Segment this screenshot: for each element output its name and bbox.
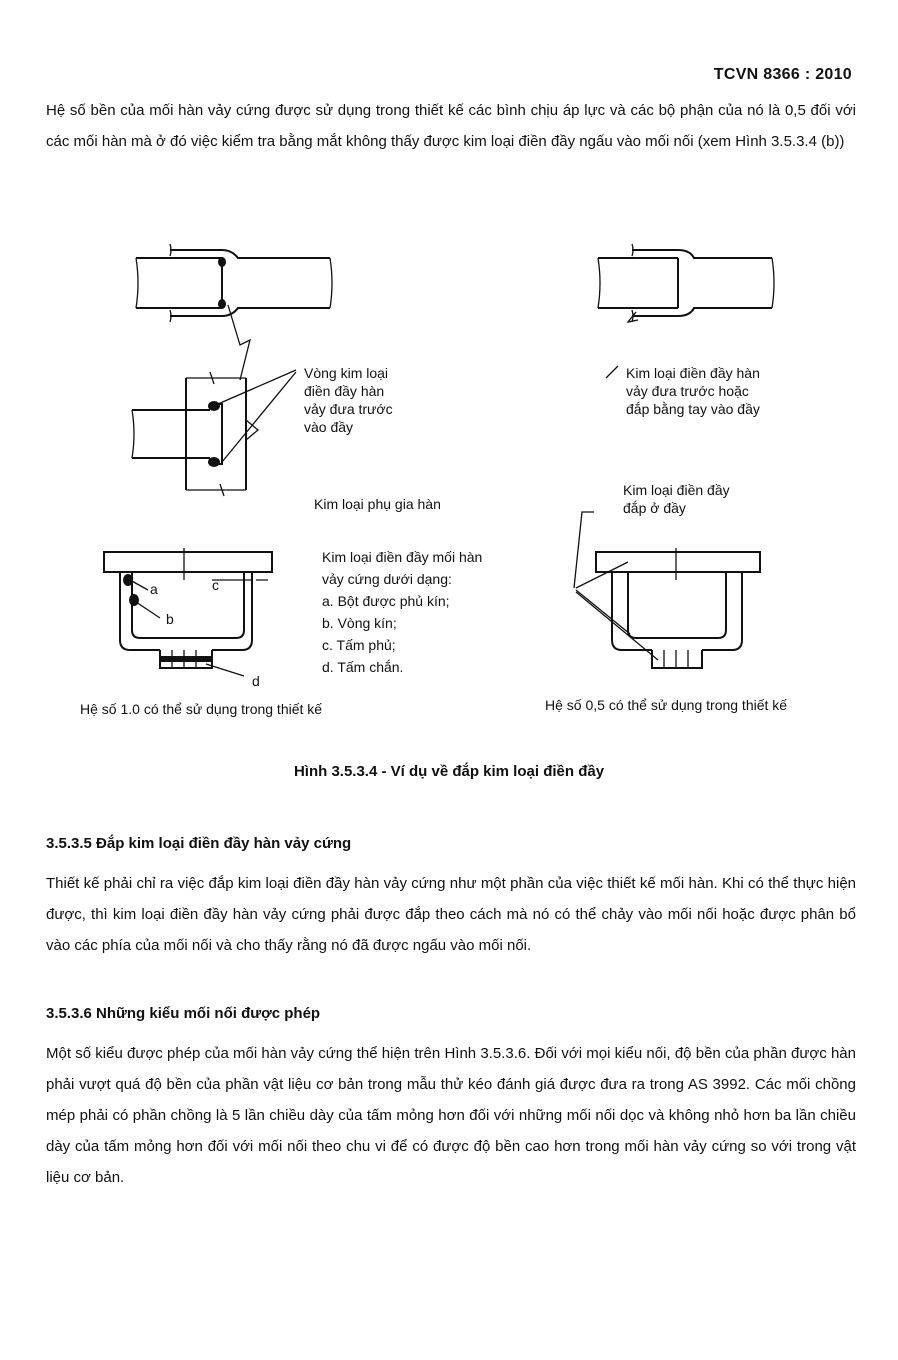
leader-ring-top <box>228 305 250 380</box>
figure-title: Hình 3.5.3.4 - Ví dụ về đắp kim loại điền đầy <box>293 763 605 780</box>
paragraph-3-5-3-6: Một số kiểu được phép của mối hàn vảy cứng thể hiện trên Hình 3.5.3.6. Đối với mọi kiểu nối, độ bền của phần được hàn phải vượt quá độ bền của phần vật liệu cơ bản trong mẫu thử kéo đánh giá được đưa ra trong AS 3992. Các mối chồng mép phải có phần chồng là 5 lần chiều dày của tấm mỏng hơn đối với những mối nối dọc và không nhỏ hơn ba lần chiều dày của tấm mỏng hơn đối với mối nối theo chu vi để có được độ bền cao hơn trong mối hàn vảy cứng so với trong vật liệu cơ bản. <box>46 1045 856 1186</box>
leaders-ring-label <box>218 370 296 462</box>
label-ring-filler: Vòng kim loại điền đầy hàn vảy đưa trước vào đầy <box>304 365 393 435</box>
intro-paragraph: Hệ số bền của mối hàn vảy cứng được sử dụng trong thiết kế các bình chịu áp lực và các bộ phận của nó là 0,5 đối với các mối hàn mà ở đó việc kiểm tra bằng mắt không thấy được kim loại điền đầy ngấu vào mối nối (xem Hình 3.5.3.4 (b)) <box>46 102 856 150</box>
letter-b: b <box>166 611 174 627</box>
label-filler-forms: Kim loại điền đầy mối hàn vảy cứng dưới dạng: a. Bột được phủ kín; b. Vòng kín; c. Tấm phủ; d. Tấm chắn. <box>322 549 483 675</box>
label-additive-metal: Kim loại phụ gia hàn <box>314 496 441 512</box>
leader-d <box>206 664 244 676</box>
letter-c: c <box>212 577 219 593</box>
leader-b <box>136 602 160 618</box>
letter-a: a <box>150 581 158 597</box>
label-manual-filler: Kim loại điền đầy hàn vảy đưa trước hoặc đắp bằng tay vào đầy <box>626 365 760 417</box>
leader-manual <box>606 366 618 378</box>
heading-3-5-3-5: 3.5.3.5 Đắp kim loại điền đầy hàn vảy cứng <box>46 835 352 852</box>
letter-d: d <box>252 673 260 689</box>
paragraph-3-5-3-5: Thiết kế phải chỉ ra việc đắp kim loại điền đầy hàn vảy cứng như một phần của việc thiết kế mối hàn. Khi có thể thực hiện được, thì kim loại điền đầy hàn vảy cứng phải được đắp theo cách mà nó có thể chảy vào mối nối hoặc được phân bổ vào các phía của mối nối và cho thấy rằng nó đã được ngấu vào mối nối. <box>46 875 856 954</box>
heading-3-5-3-6: 3.5.3.6 Những kiểu mối nối được phép <box>46 1005 321 1022</box>
cup-joint-left <box>104 548 272 668</box>
pipe-joint-right <box>598 244 774 322</box>
caption-left: Hệ số 1.0 có thể sử dụng trong thiết kế <box>80 701 323 717</box>
caption-right: Hệ số 0,5 có thể sử dụng trong thiết kế <box>545 697 788 713</box>
pipe-joint-left <box>136 244 332 322</box>
ring-wall-section <box>132 372 258 496</box>
standard-code: TCVN 8366 : 2010 <box>713 66 852 83</box>
label-deposited-filler: Kim loại điền đầy đắp ở đầy <box>623 482 730 516</box>
